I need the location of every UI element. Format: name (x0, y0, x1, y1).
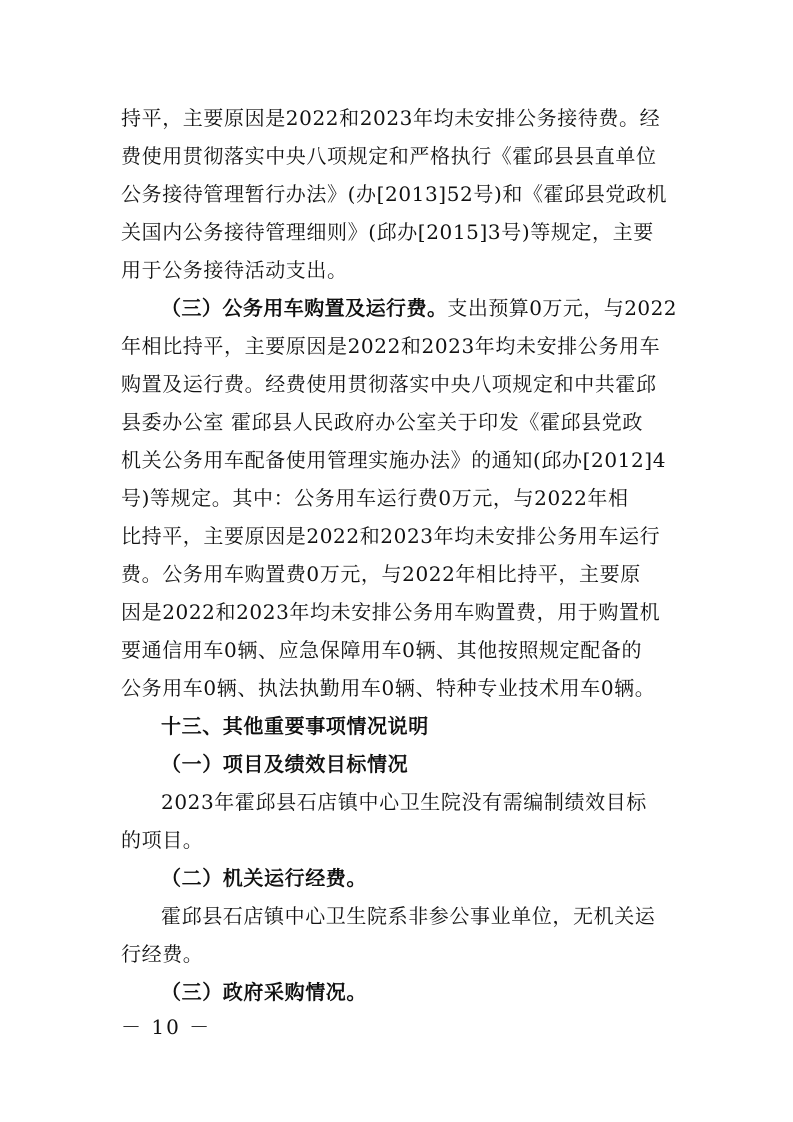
paragraph-first-line (161, 290, 676, 326)
subsection-3-title: （三）政府采购情况。 (161, 980, 367, 1004)
text-line: 公务用车0辆、执法执勤用车0辆、特种专业技术用车0辆。 (121, 676, 656, 700)
text-line: 费。公务用车购置费0万元，与2022年相比持平，主要原 (121, 562, 641, 586)
text-line: 行经费。 (121, 942, 204, 966)
text-line: 机关公务用车配备使用管理实施办法》的通知(邱办[2012]4 (121, 448, 667, 472)
text-line: 用于公务接待活动支出。 (121, 258, 348, 282)
text-line: 购置及运行费。经费使用贯彻落实中央八项规定和中共霍邱 (121, 372, 657, 396)
text-span: 支出预算0万元，与2022 (447, 296, 677, 320)
subsection-1-title: （一）项目及绩效目标情况 (161, 752, 409, 776)
vehicle-expense-heading: （三）公务用车购置及运行费。 (161, 296, 448, 320)
text-line: 的项目。 (121, 828, 204, 852)
subsection-2-title: （二）机关运行经费。 (161, 866, 367, 890)
text-line: 号)等规定。其中：公务用车运行费0万元，与2022年相 (121, 486, 629, 510)
text-line: 公务接待管理暂行办法》(办[2013]52号)和《霍邱县党政机 (121, 182, 668, 206)
text-line: 2023年霍邱县石店镇中心卫生院没有需编制绩效目标 (161, 790, 647, 814)
section-13-title: 十三、其他重要事项情况说明 (161, 714, 429, 738)
text-line: 年相比持平，主要原因是2022和2023年均未安排公务用车 (121, 334, 661, 358)
text-line: 县委办公室 霍邱县人民政府办公室关于印发《霍邱县党政 (121, 410, 643, 434)
text-line: 比持平，主要原因是2022和2023年均未安排公务用车运行 (121, 524, 661, 548)
text-line: 费使用贯彻落实中央八项规定和严格执行《霍邱县县直单位 (121, 144, 657, 168)
text-line: 要通信用车0辆、应急保障用车0辆、其他按照规定配备的 (121, 638, 643, 662)
text-line: 霍邱县石店镇中心卫生院系非参公事业单位，无机关运 (161, 904, 656, 928)
text-line: 关国内公务接待管理细则》(邱办[2015]3号)等规定，主要 (121, 220, 654, 244)
text-line: 持平，主要原因是2022和2023年均未安排公务接待费。经 (121, 106, 661, 130)
text-line: 因是2022和2023年均未安排公务用车购置费，用于购置机 (121, 600, 661, 624)
page-number: － 10 － (121, 1015, 212, 1039)
